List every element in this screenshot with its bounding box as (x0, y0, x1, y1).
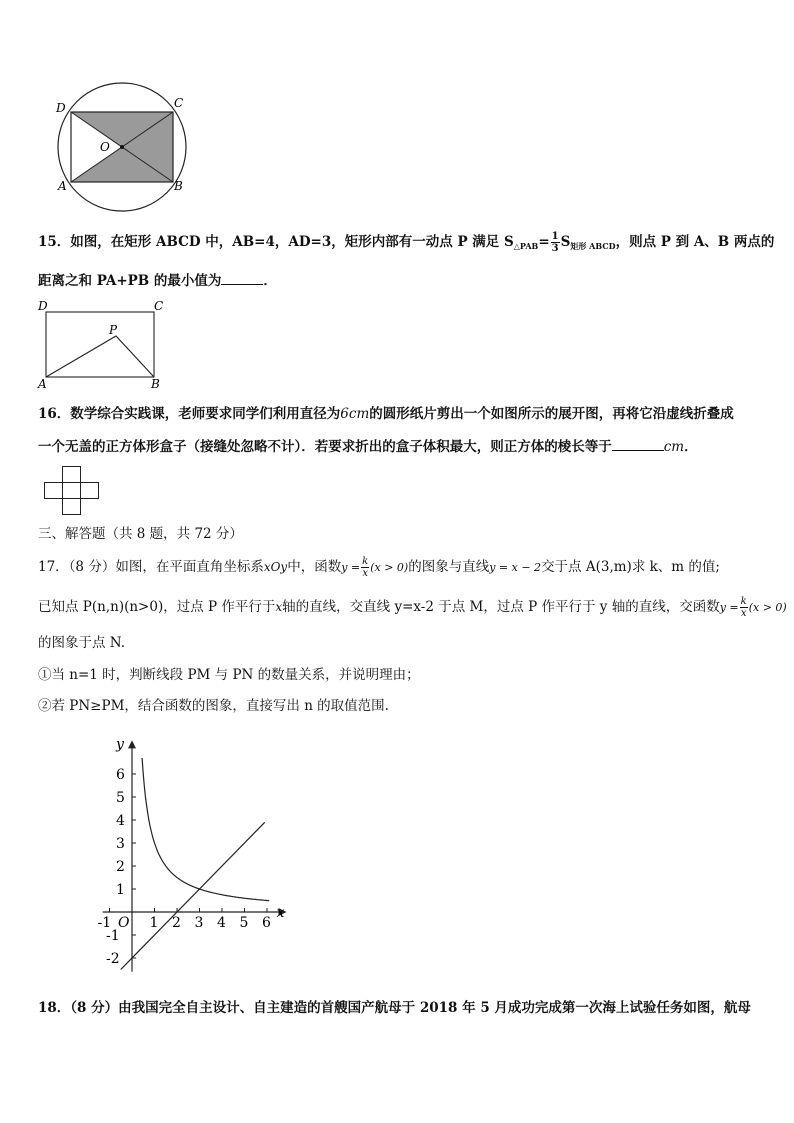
q15-eq: = (538, 234, 550, 250)
label-b: B (174, 179, 183, 193)
label-a: A (38, 377, 47, 391)
q17-text-b: 中，函数 (287, 559, 342, 575)
y-tick-label: 2 (116, 859, 125, 875)
path-apb (46, 336, 154, 377)
rectangle-p-figure (34, 296, 174, 392)
x-tick-label: 4 (217, 915, 226, 931)
y-tick-label: 4 (116, 813, 125, 829)
q17-text-line3: 的图象于点 N. (38, 635, 126, 651)
circle-rectangle-figure (50, 92, 200, 202)
q17-func-fraction (361, 556, 369, 579)
label-p: P (109, 323, 118, 337)
y-tick-label: 6 (116, 767, 125, 783)
net-center-square (63, 483, 81, 499)
x-tick-label: 5 (239, 915, 249, 931)
y-tick-label: 5 (116, 790, 125, 806)
y-tick-label: -2 (106, 951, 120, 967)
q15-line2 (38, 270, 277, 291)
q15-fraction (551, 231, 560, 254)
section-heading: 三、解答题（共 8 题，共 72 分） (38, 526, 243, 542)
label-d: D (38, 299, 48, 313)
q17-text-line2a: 已知点 P(n,n)(n>0)，过点 P 作平行于 (38, 599, 276, 615)
q16-text-line2: 一个无盖的正方体形盒子（接缝处忽略不计）．若要求折出的盒子体积最大，则正方体的棱长等于 (38, 439, 612, 455)
q17-func2-cond: (x > 0) (748, 601, 787, 614)
q17-text-d: 交于点 A(3,m)求 k、m 的值; (541, 559, 720, 575)
q17-points: （8 分） (68, 559, 116, 575)
label-a: A (58, 179, 67, 193)
q15-frac-den: 3 (551, 243, 559, 254)
q18-number: 18． (38, 1000, 71, 1016)
y-tick-label: 3 (116, 836, 125, 852)
net-top-square (63, 467, 81, 483)
x-axis-label: x (276, 905, 285, 921)
q17-func-cond: (x > 0) (370, 561, 409, 574)
q15-text-a: 如图，在矩形 ABCD 中，AB=4，AD=3，矩形内部有一动点 P 满足 S (70, 234, 514, 250)
y-tick-label: 1 (116, 882, 125, 898)
q17-sub1: ①当 n=1 时，判断线段 PM 与 PN 的数量关系，并说明理由； (38, 667, 420, 683)
q17-line3 (38, 633, 125, 653)
q16-number: 16． (38, 406, 71, 422)
q15-sub2: 矩形 ABCD (570, 241, 616, 251)
x-tick-label: -1 (97, 915, 112, 931)
q16-line2-end: ． (684, 439, 698, 455)
q17-func2-y: y = (719, 601, 739, 614)
y-axis-arrow (128, 740, 136, 748)
q15-line1 (38, 231, 774, 256)
q17-number: 17． (38, 559, 69, 575)
q17-line1 (38, 556, 720, 579)
q15-line2-end: ． (263, 273, 277, 289)
q17-line2 (38, 596, 787, 619)
label-c: C (154, 299, 164, 313)
q17-text-c: 的图象与直线 (408, 559, 490, 575)
q16-text-a: 数学综合实践课，老师要求同学们利用直径为 (70, 406, 341, 422)
center-point (120, 145, 124, 149)
net-bottom-square (63, 499, 81, 515)
q17-func2-x: x (740, 608, 747, 619)
coordinate-graph (60, 728, 285, 976)
x-tick-label: 2 (172, 915, 181, 931)
q17-func-k: k (362, 556, 369, 567)
q16-line1 (38, 404, 734, 424)
y-tick-label: -1 (106, 928, 120, 944)
cube-net-figure (42, 464, 104, 524)
q18-points: （8 分） (70, 1000, 119, 1016)
q17-text-line2b: 轴的直线，交直线 y=x-2 于点 M，过点 P 作平行于 y 轴的直线，交函数 (282, 599, 720, 615)
q17-func2-k: k (740, 596, 747, 607)
straight-line (121, 822, 265, 969)
q17-func-x: x (362, 568, 368, 579)
q17-func-y: y = (341, 561, 361, 574)
origin-label: O (118, 915, 130, 931)
q16-answer-blank[interactable] (612, 436, 664, 451)
q17-x-var: x (275, 600, 283, 614)
q15-answer-blank[interactable] (221, 270, 263, 285)
q17-text-a: 如图，在平面直角坐标系 (115, 559, 264, 575)
q17-xoy: xOy (263, 560, 288, 574)
q15-text-b: ，则点 P 到 A、B 两点的 (615, 234, 775, 250)
x-tick-label: 3 (194, 915, 204, 931)
q17-func2-fraction (740, 596, 748, 619)
label-d: D (56, 101, 66, 115)
q16-line2 (38, 436, 698, 457)
q15-text-line2: 距离之和 PA+PB 的最小值为 (38, 273, 222, 289)
q15-s2: S (560, 234, 571, 250)
net-left-square (45, 483, 63, 499)
q15-frac-num: 1 (551, 231, 559, 242)
q18-text: 由我国完全自主设计、自主建造的首艘国产航母于 2018 年 5 月成功完成第一次海上试验任务如图，航母 (118, 1000, 751, 1016)
graph-axes (103, 740, 287, 971)
q15-sub1: △PAB (513, 241, 539, 251)
q17-line-eq: y = x − 2 (489, 561, 542, 574)
y-axis-label: y (116, 736, 124, 753)
q17-sub2: ②若 PN≥PM，结合函数的图象，直接写出 n 的取值范围. (38, 698, 389, 714)
graph-ticks (98, 767, 272, 967)
x-tick-label: 6 (262, 915, 271, 931)
q16-unit: cm (663, 439, 685, 455)
net-right-square (81, 483, 99, 499)
q16-text-b: 的圆形纸片剪出一个如图所示的展开图，再将它沿虚线折叠成 (369, 406, 734, 422)
label-b: B (151, 377, 160, 391)
q16-diameter: 6cm (340, 406, 370, 422)
label-o: O (100, 140, 110, 154)
x-tick-label: 1 (149, 915, 159, 931)
label-c: C (174, 96, 184, 110)
hyperbola-curve (142, 758, 269, 901)
q18-line1 (38, 998, 751, 1018)
q15-number: 15． (38, 234, 71, 250)
